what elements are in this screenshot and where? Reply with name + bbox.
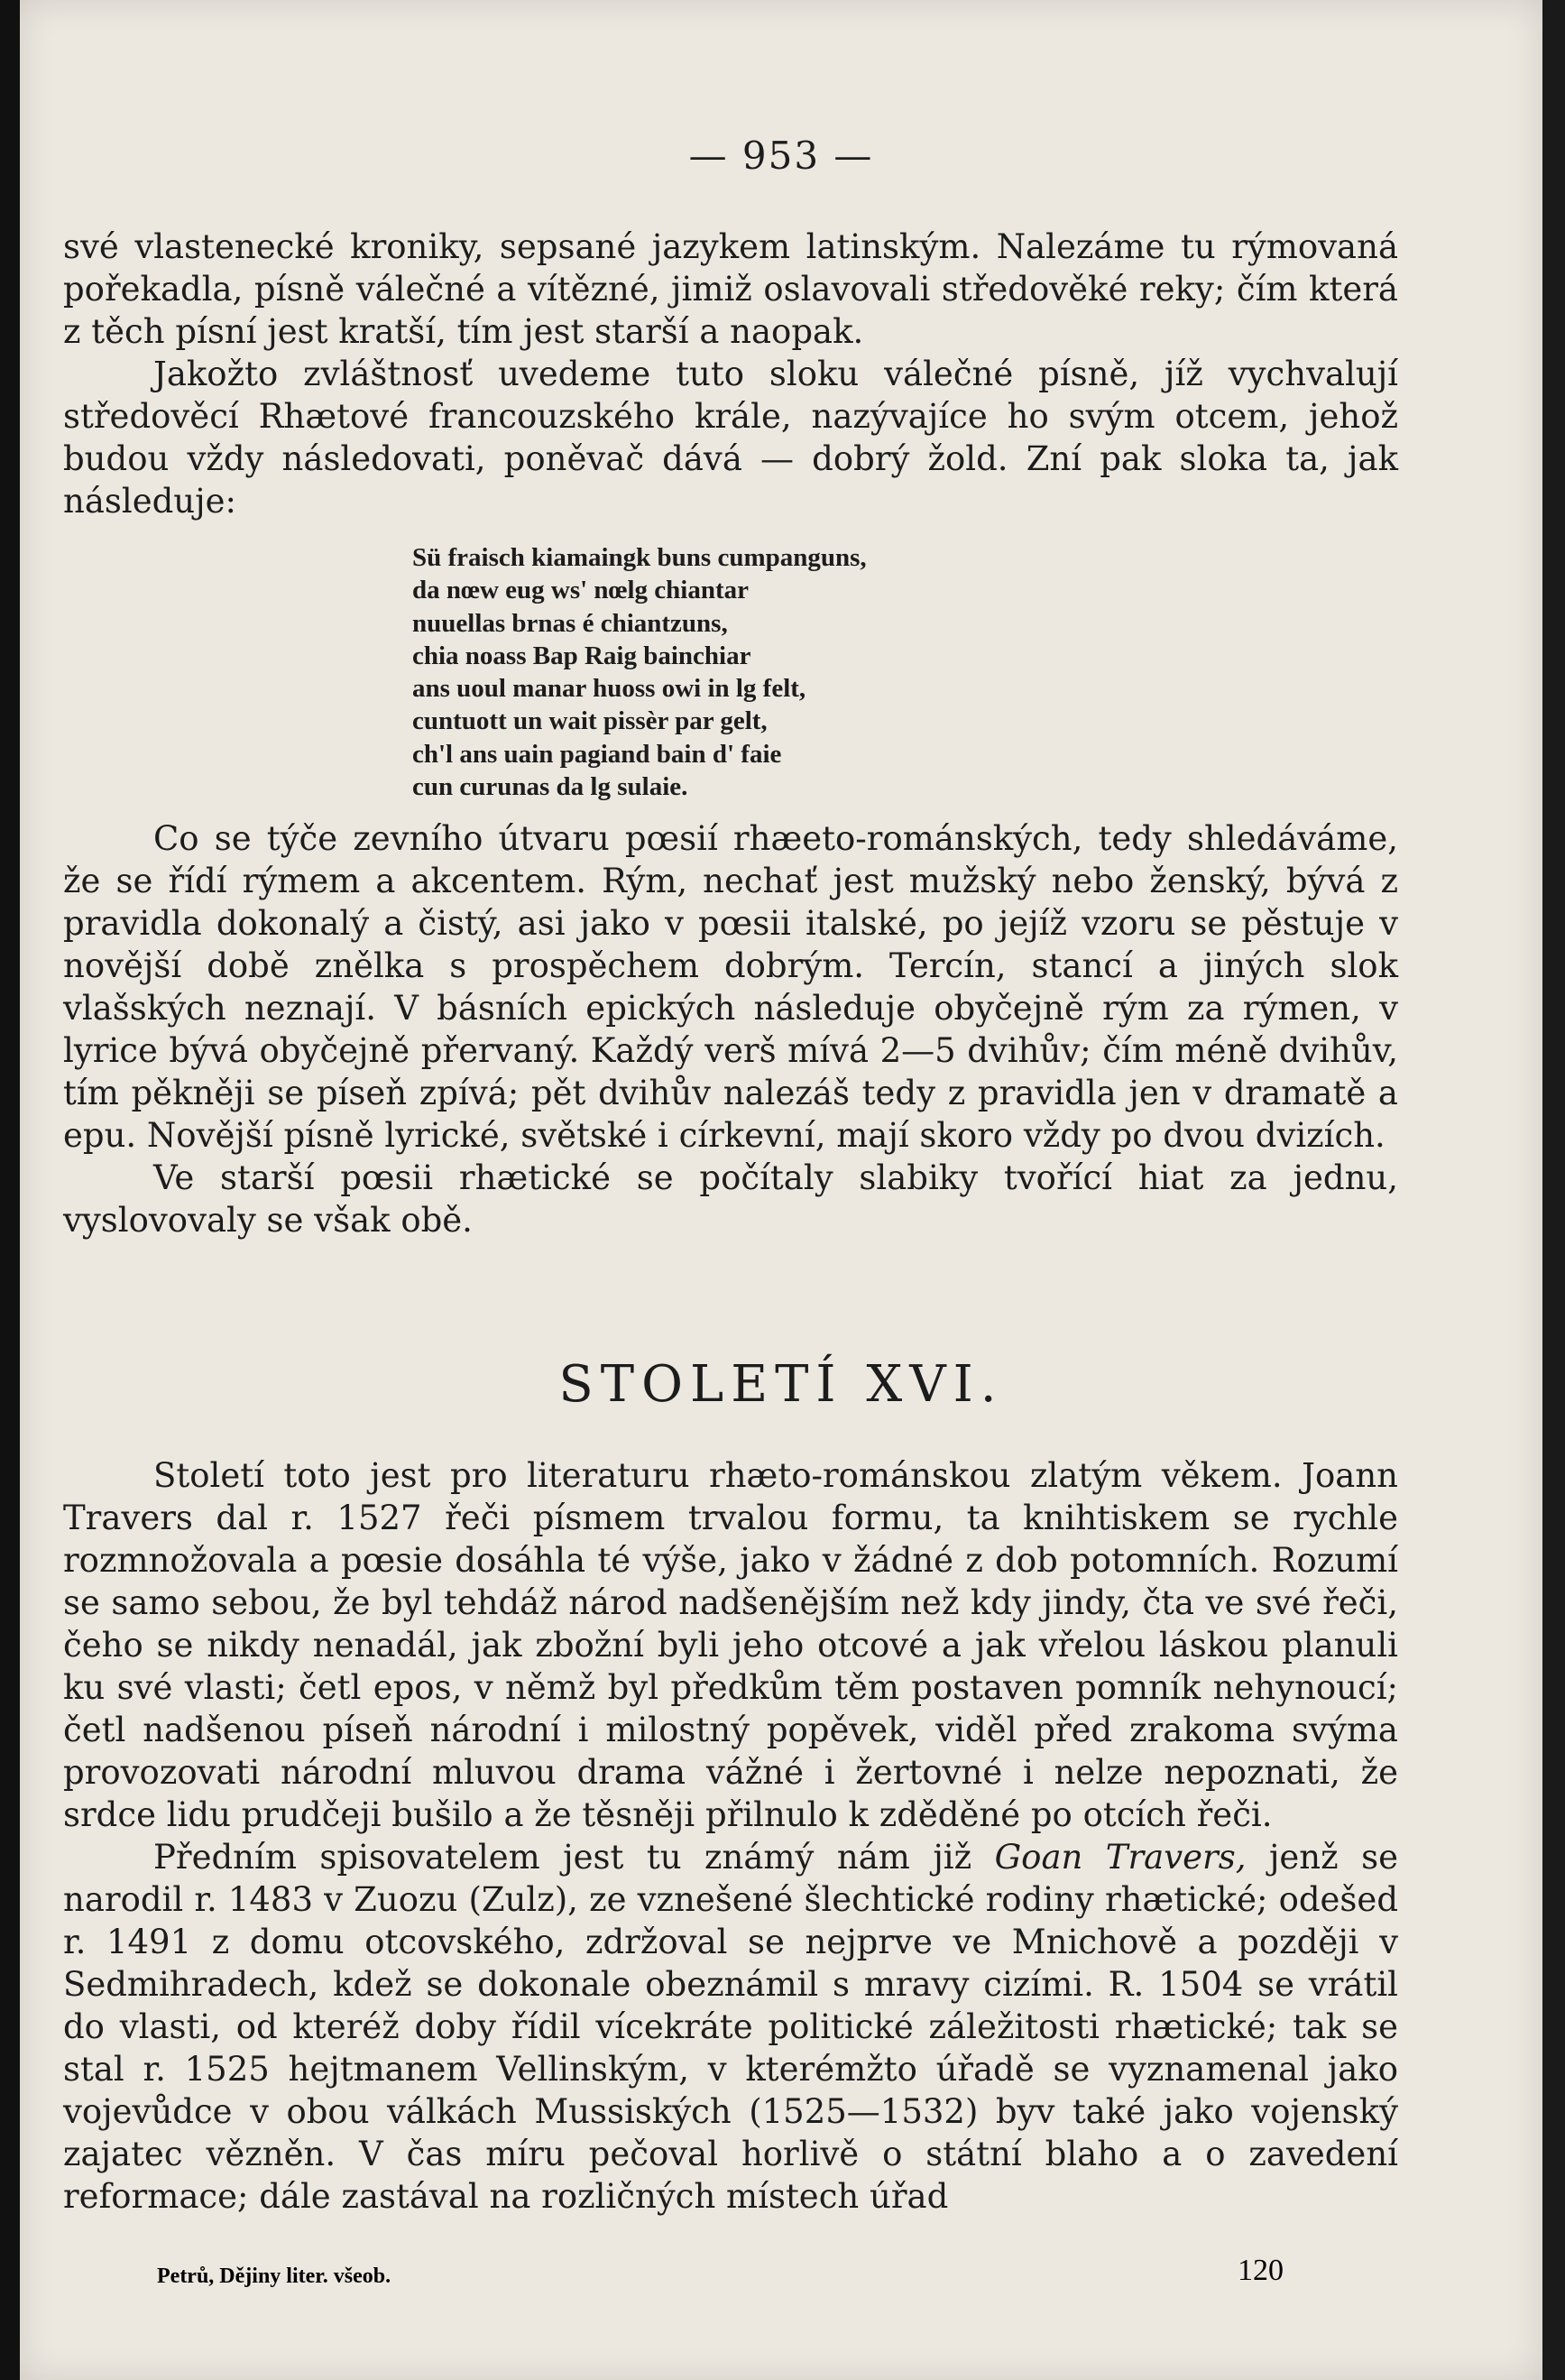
middle-text bbox=[63, 817, 1398, 1241]
section-heading: STOLETÍ XVI. bbox=[558, 1355, 1004, 1414]
middle-paragraph-2: Ve starší pœsii rhætické se počítaly slabiky tvořící hiat za jednu, vyslovovaly se však obě. bbox=[63, 1158, 1398, 1240]
section-paragraph-1: Století toto jest pro literaturu rhæto-románskou zlatým věkem. Joann Travers dal r. 1527 řeči písmem trvalou formu, ta knihtiskem se rychle rozmnožovala a pœsie dosáhla té výše, jako v žádné z dob potomních. Rozumí se samo sebou, že byl tehdáž národ nadšenějším než kdy jindy, čta ve své řeči, čeho se nikdy nenadál, jak zbožní byli jeho otcové a jak vřelou láskou planuli ku své vlasti; četl epos, v němž byl předkům těm postaven pomník nehynoucí; četl nadšenou píseň národní i milostný popěvek, viděl před zrakoma svýma provozovati národní mluvou drama vážné i žertovné i nelze nepoznati, že srdce lidu prudčeji bušilo a že těsněji přilnulo k zděděné po otcích řeči. bbox=[63, 1456, 1398, 1834]
scan-left-edge bbox=[0, 0, 20, 2380]
person-name: Goan Travers, bbox=[994, 1838, 1247, 1877]
section-text bbox=[63, 1454, 1398, 2218]
poem-stanza bbox=[412, 541, 1224, 803]
intro-paragraph-2: Jakožto zvláštnosť uvedeme tuto sloku válečné písně, jíž vychvalují středověcí Rhætové francouzského krále, nazývajíce ho svým otcem, jehož budou vždy následovati, poněvač dává — dobrý žold. Zní pak sloka ta, jak následuje: bbox=[63, 355, 1398, 521]
intro-paragraph-1: své vlastenecké kroniky, sepsané jazykem latinským. Nalezáme tu rýmovaná pořekadla, písně válečné a vítězné, jimiž oslavovali středověké reky; čím která z těch písní jest kratší, tím jest starší a naopak. bbox=[63, 227, 1398, 351]
footer-sheet-number: 120 bbox=[1238, 2254, 1284, 2287]
section-paragraph-2 bbox=[63, 1836, 1398, 2218]
poem-line: cuntuott un wait pissèr par gelt, bbox=[412, 706, 768, 736]
scan-right-edge bbox=[1542, 0, 1565, 2380]
poem-line: nuuellas brnas é chiantzuns, bbox=[412, 608, 728, 638]
poem-line: chia noass Bap Raig bainchiar bbox=[412, 641, 751, 670]
paragraph-text: jenž se narodil r. 1483 v Zuozu (Zulz), ze vznešené šlechtické rodiny rhætické; odešed r. 1491 z domu otcovského, zdržoval se nejprve ve Mnichově a později v Sedmihradech, kdež se dokonale obeznámil s mravy cizími. R. 1504 se vrátil do vlasti, od kteréž doby řídil vícekráte politické záležitosti rhætické; tak se stal r. 1525 hejtmanem Vellinským, v kterémžto úřadě se vyznamenal jako vojevůdce v obou válkách Mussiských (1525—1532) byv také jako vojenský zajatec vězněn. V čas míru pečoval horlivě o státní blaho a o zavedení reformace; dále zastával na rozličných místech úřad bbox=[63, 1838, 1398, 2216]
middle-paragraph-1: Co se týče zevního útvaru pœsií rhæeto-románských, tedy shledáváme, že se řídí rýmem a akcentem. Rým, nechať jest mužský nebo ženský, bývá z pravidla dokonalý a čistý, asi jako v pœsii italské, po jejíž vzoru se pěstuje v novější době znělka s prospěchem dobrým. Tercín, stancí a jiných slok vlašských neznají. V básních epických následuje obyčejně rým za rýmen, v lyrice bývá obyčejně přervaný. Každý verš mívá 2—5 dvihův; čím méně dvihův, tím pěkněji se píseň zpívá; pět dvihův nalezáš tedy z pravidla jen v dramatě a epu. Novější písně lyrické, světské i církevní, mají skoro vždy po dvou dvizích. bbox=[63, 819, 1398, 1155]
poem-line: Sü fraisch kiamaingk buns cumpanguns, bbox=[412, 543, 867, 572]
poem-line: ch'l ans uain pagiand bain d' faie bbox=[412, 739, 782, 769]
footer-signature: Petrů, Dějiny liter. všeob. bbox=[157, 2265, 391, 2288]
paragraph-text: Předním spisovatelem jest tu známý nám již bbox=[153, 1838, 995, 1877]
book-page bbox=[20, 0, 1542, 2380]
poem-line: cun curunas da lg sulaie. bbox=[412, 772, 688, 802]
poem-line: ans uoul manar huoss owi in lg felt, bbox=[412, 674, 806, 704]
intro-text bbox=[63, 226, 1398, 522]
page-number: — 953 — bbox=[688, 134, 874, 178]
poem-line: da nœw eug ws' nœlg chiantar bbox=[412, 576, 750, 605]
